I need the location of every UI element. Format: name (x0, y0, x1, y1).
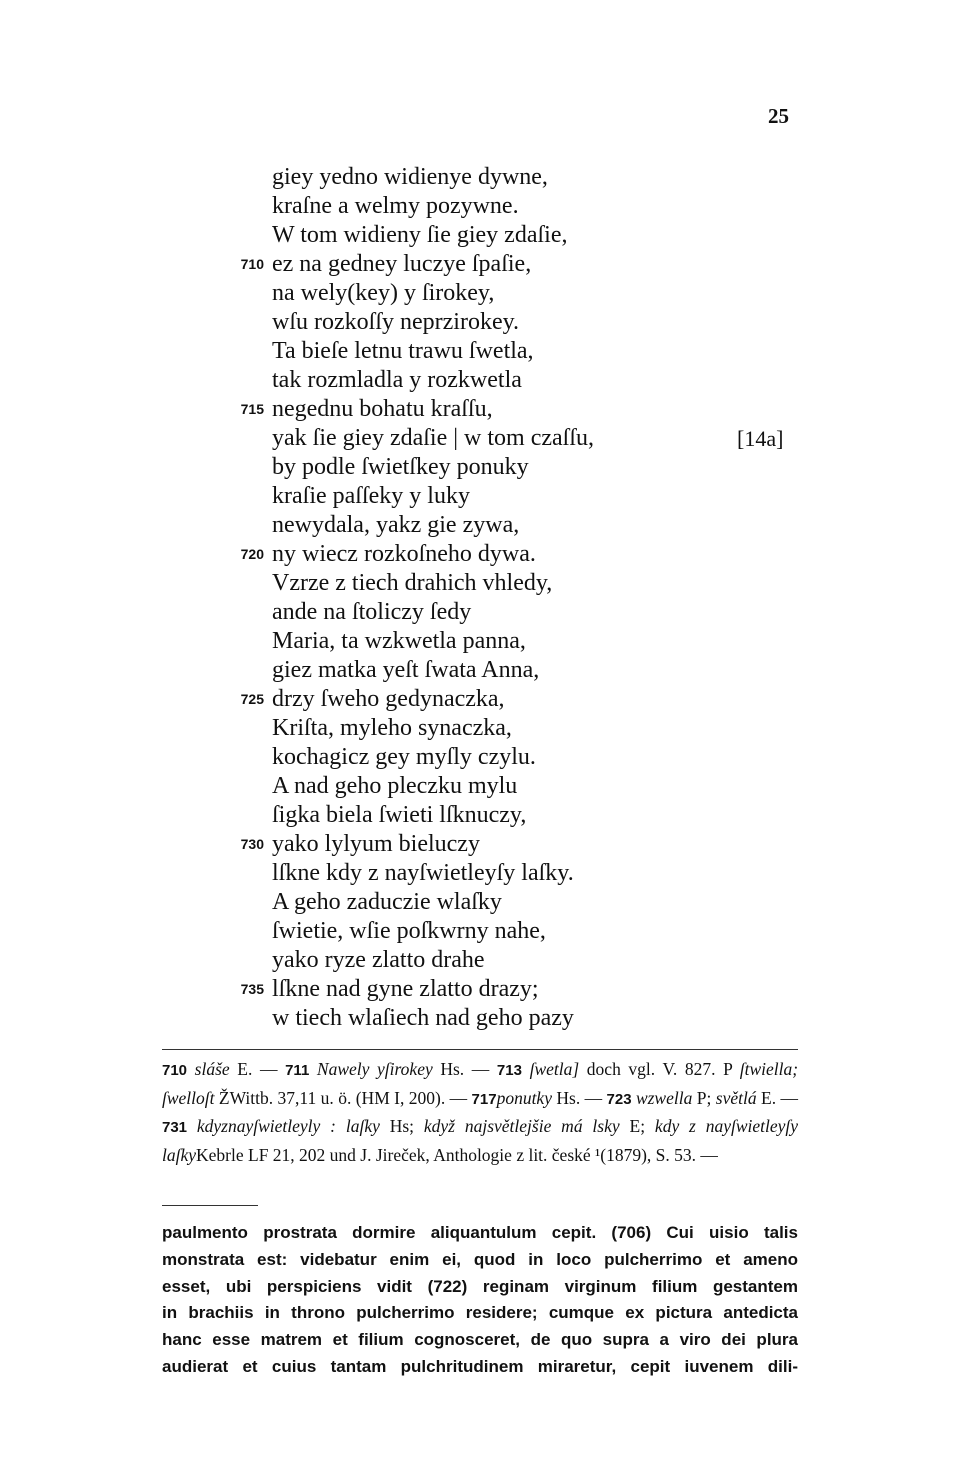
apparatus-reading: kdy z nayſwietleyſy laſky (162, 1116, 799, 1165)
verse-text: kraſne a welmy pozywne. (272, 193, 519, 219)
latin-divider (162, 1205, 258, 1206)
line-number: 710 (240, 256, 264, 272)
apparatus-source: E; (629, 1116, 646, 1136)
line-number: 730 (240, 836, 264, 852)
line-number: 720 (240, 546, 264, 562)
apparatus-reading: ſwetla] (529, 1059, 580, 1079)
verse-line (0, 308, 960, 337)
verse-text: lſkne kdy z nayſwietleyſy laſky. (272, 860, 574, 886)
verse-text: W tom widieny ſie giey zdaſie, (272, 222, 568, 248)
verse-text: Ta bieſe letnu trawu ſwetla, (272, 338, 534, 364)
verse-text: giey yedno widienye dywne, (272, 164, 548, 190)
verse-text: negednu bohatu kraſſu, (272, 396, 493, 422)
line-number: 725 (240, 691, 264, 707)
verse-line (0, 192, 960, 221)
verse-line (0, 830, 960, 859)
verse-line (0, 772, 960, 801)
verse-text: newydala, yakz gie zywa, (272, 512, 520, 538)
apparatus-note: doch vgl. V. 827. P (586, 1059, 733, 1079)
verse-text: kochagicz gey myſly czylu. (272, 744, 536, 770)
line-number: 715 (240, 401, 264, 417)
apparatus-line-ref: 713 (496, 1062, 522, 1079)
verse-line (0, 627, 960, 656)
verse-line (0, 888, 960, 917)
apparatus-source: E. — (237, 1059, 278, 1079)
apparatus-line-ref: 723 (606, 1090, 632, 1108)
verse-line (0, 482, 960, 511)
verse-line (0, 1004, 960, 1033)
verse-line (0, 917, 960, 946)
apparatus-reading: světlá (715, 1087, 757, 1108)
verse-text: A nad geho pleczku mylu (272, 773, 518, 799)
verse-line (0, 453, 960, 482)
verse-line (0, 569, 960, 598)
apparatus-reading: ſtwiella; (739, 1059, 799, 1079)
apparatus-reading: laſky (345, 1116, 380, 1136)
latin-line: esset, ubi perspiciens vidit (722) reginam virginum filium gestantem (162, 1276, 798, 1296)
verse-line (0, 163, 960, 192)
poem-text (0, 163, 960, 1033)
verse-text: ny wiecz rozkoſneho dywa. (272, 541, 536, 567)
apparatus-reading: kdyznayſwietleyly : (196, 1116, 336, 1136)
folio-mark: [14a] (737, 426, 784, 451)
apparatus-note: Kebrle LF 21, 202 und J. Jireček, Anthologie z lit. české ¹(1879), S. 53. — (196, 1144, 718, 1165)
apparatus-source: Hs. — (556, 1087, 603, 1108)
verse-text: Kriſta, myleho synaczka, (272, 715, 512, 741)
verse-line (0, 424, 960, 453)
verse-line (0, 511, 960, 540)
verse-text: ande na ſtoliczy ſedy (272, 599, 472, 625)
verse-text: yako ryze zlatto drahe (272, 947, 485, 973)
verse-text: A geho zaduczie wlaſky (272, 889, 502, 915)
apparatus-reading: ſwelloſt (162, 1087, 215, 1108)
verse-line (0, 540, 960, 569)
apparatus-divider (162, 1049, 798, 1050)
verse-line (0, 337, 960, 366)
verse-text: tak rozmladla y rozkwetla (272, 367, 522, 393)
apparatus-line-ref: 717 (471, 1090, 497, 1108)
verse-text: w tiech wlaſiech nad geho pazy (272, 1005, 574, 1031)
verse-line (0, 859, 960, 888)
latin-line: hanc esse matrem et filium cognosceret, de quo supra a viro dei plura (162, 1330, 798, 1350)
verse-text: ſwietie, wſie poſkwrny nahe, (272, 918, 546, 944)
verse-text: Vzrze z tiech drahich vhledy, (272, 570, 553, 596)
verse-text: kraſie paſſeky y luky (272, 483, 470, 509)
verse-line (0, 946, 960, 975)
verse-line (0, 279, 960, 308)
verse-line (0, 975, 960, 1004)
verse-text: giez matka yeſt ſwata Anna, (272, 657, 540, 683)
verse-text: ſigka biela ſwieti lſknuczy, (272, 802, 527, 828)
apparatus-line-ref: 711 (285, 1062, 310, 1079)
apparatus-reading: když najsvětlejšie má lsky (423, 1116, 620, 1136)
verse-line (0, 250, 960, 279)
verse-text: drzy ſweho gedynaczka, (272, 686, 505, 712)
verse-text: Maria, ta wzkwetla panna, (272, 628, 526, 654)
apparatus-note: ŽWittb. 37,11 u. ö. (HM I, 200). — (218, 1087, 468, 1108)
latin-line: paulmento prostrata dormire aliquantulum cepit. (706) Cui uisio talis (162, 1223, 798, 1242)
apparatus-reading: ponutky (496, 1087, 552, 1108)
apparatus-source: Hs; (389, 1116, 415, 1136)
apparatus-source: E. — (761, 1087, 798, 1108)
verse-line (0, 685, 960, 714)
latin-line: in brachiis in throno pulcherrimo residere; cumque ex pictura antedicta (162, 1303, 798, 1323)
line-number: 735 (240, 981, 264, 997)
verse-text: wſu rozkoſſy neprzirokey. (272, 309, 520, 335)
latin-source-text (162, 1220, 798, 1381)
critical-apparatus (162, 1056, 798, 1168)
verse-line (0, 743, 960, 772)
verse-text: yako lylyum bieluczy (272, 831, 480, 857)
verse-line (0, 395, 960, 424)
verse-text: ez na gedney luczye ſpaſie, (272, 251, 532, 277)
verse-text: lſkne nad gyne zlatto drazy; (272, 976, 539, 1002)
verse-line (0, 801, 960, 830)
latin-line: monstrata est: videbatur enim ei, quod in loco pulcherrimo et ameno (162, 1249, 798, 1269)
verse-text: by podle ſwietſkey ponuky (272, 454, 529, 480)
apparatus-source: Hs. — (440, 1059, 490, 1079)
latin-line: audierat et cuius tantam pulchritudinem miraretur, cepit iuvenem dili- (162, 1356, 798, 1376)
verse-line (0, 656, 960, 685)
apparatus-line-ref: 710 (162, 1062, 188, 1079)
verse-line (0, 598, 960, 627)
apparatus-reading: Nawely yſirokey (316, 1059, 433, 1079)
page-number: 25 (768, 104, 789, 128)
verse-text: na wely(key) y ſirokey, (272, 280, 495, 306)
verse-line (0, 714, 960, 743)
verse-text: yak ſie giey zdaſie | w tom czaſſu, (272, 425, 595, 451)
apparatus-line-ref: 731 (162, 1119, 188, 1136)
apparatus-reading: sláše (194, 1059, 230, 1079)
verse-line (0, 366, 960, 395)
apparatus-source: P; (696, 1087, 712, 1108)
verse-line (0, 221, 960, 250)
apparatus-reading: wzwella (635, 1087, 693, 1108)
